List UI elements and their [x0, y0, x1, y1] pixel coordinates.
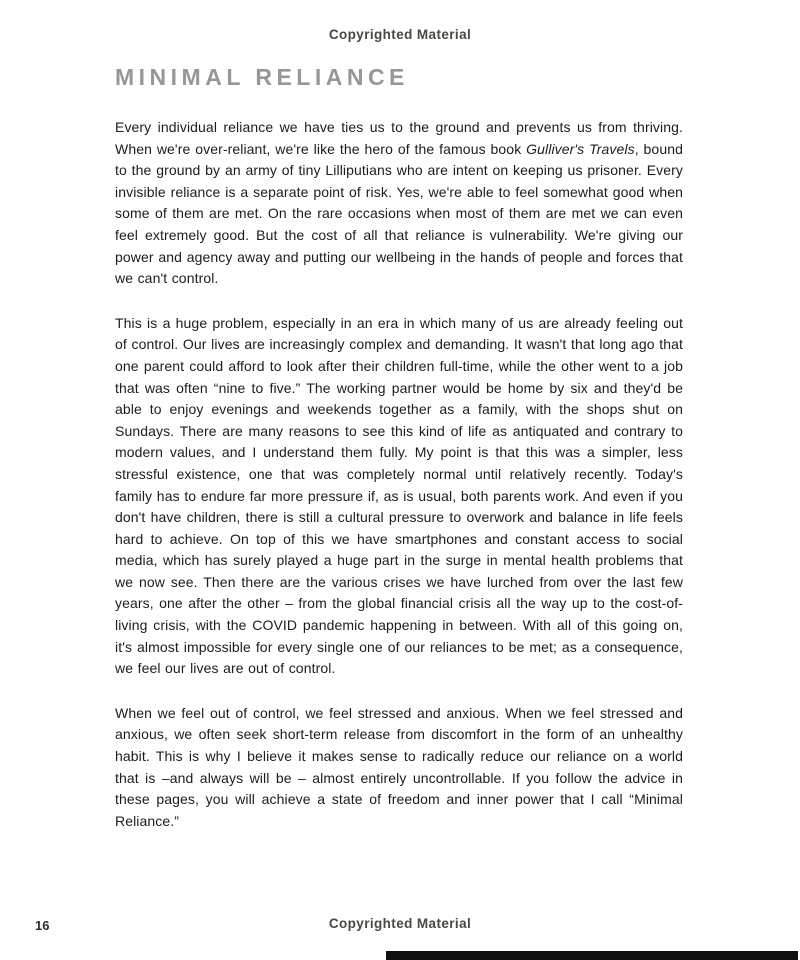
copyright-notice-bottom: Copyrighted Material [328, 916, 472, 931]
book-title-italic: Gulliver's Travels [526, 140, 635, 157]
paragraph-2: This is a huge problem, especially in an era in which many of us are already feeling out of control. Our lives are increasingly complex and demanding. It wasn't that long ago that one parent could afford to look after their children full-time, while the other went to a job that was often “nine to five.” The working partner would be home by six and they'd be able to enjoy evenings and weekends together as a family, with the shops shut on Sundays. There are many reasons to see this kind of life as antiquated and contrary to modern values, and I understand them fully. My point is that this was a simpler, less stressful existence, one that was completely normal until relatively recently. Today's family has to endure far more pressure if, as is usual, both parents work. And even if you don't have children, there is still a cultural pressure to overwork and balance in life feels hard to achieve. On top of this we have smartphones and constant access to social media, which has surely played a huge part in the surge in mental health problems that we now see. Then there are the various crises we have lurched from over the last few years, one after the other – from the global financial crisis all the way up to the cost-of-living crisis, with the COVID pandemic happening in between. With all of this going on, it's almost impossible for every single one of our reliances to be met; as a consequence, we feel our lives are out of control. [115, 314, 683, 677]
page-number: 16 [35, 918, 50, 933]
paragraph-3: When we feel out of control, we feel stressed and anxious. When we feel stressed and anxious, we often seek short-term release from discomfort in the form of an unhealthy habit. This is why I believe it makes sense to radically reduce our reliance on a world that is –and always will be – almost entirely uncontrollable. If you follow the advice in these pages, you will achieve a state of freedom and inner power that I call “Minimal Reliance.” [115, 704, 683, 829]
body-text [115, 117, 683, 832]
paragraph-text-run: , bound to the ground by an army of tiny Lilliputians who are intent on keeping us prisoner. Every invisible reliance is a separate point of risk. Yes, we're able to feel somewhat good when some of them are met. On the rare occasions when most of them are met we can even feel extremely good. But the cost of all that reliance is vulnerability. We're giving our power and agency away and putting our wellbeing in the hands of people and forces that we can't control. [115, 140, 683, 287]
chapter-title: MINIMAL RELIANCE [115, 64, 409, 90]
page-footer [0, 916, 800, 936]
paragraph-text-run: Every individual reliance we have ties us to the ground and prevents us from thriving. When we're over-reliant, we're like the hero of the famous book [115, 119, 683, 157]
next-page-edge [386, 951, 798, 960]
copyright-notice-top: Copyrighted Material [328, 27, 472, 42]
paragraph-1 [115, 117, 683, 290]
